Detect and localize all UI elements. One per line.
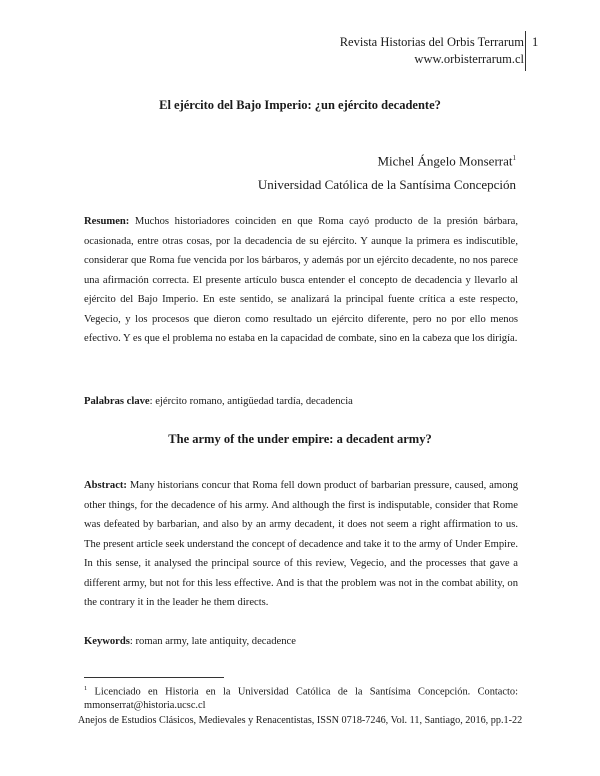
journal-name: Revista Historias del Orbis Terrarum xyxy=(339,35,524,49)
abstract-text-en: Many historians concur that Roma fell down product of barbarian pressure, caused, among other things, for the decadence of his army. And although the first is indisputable, consider that Rome was defeated by barbarian, and also by an army decadent, it does not seem a right affirmation to us. The present article seek understand the concept of decadence and take it to the army of Under Empire. In this sense, it analysed the principal source of this review, Vegecio, and the processes that gave a different army, but not for this less effective. And is that the problem was not in the combat ability, on the contrary it in the leader he them directs. xyxy=(84,480,519,608)
keywords-text-en: : roman army, late antiquity, decadence xyxy=(129,636,296,647)
footnote xyxy=(84,682,518,713)
english-title: The army of the under empire: a decadent army? xyxy=(168,432,432,446)
keywords-label-en: Keywords xyxy=(84,636,130,647)
keywords-text-es: : ejército romano, antigüedad tardía, decadencia xyxy=(149,396,353,407)
abstract-label-es: Resumen: xyxy=(84,216,130,227)
footnote-text: Licenciado en Historia en la Universidad Católica de la Santísima Concepción. Contacto: mmonserrat@historia.ucsc.cl xyxy=(84,686,518,712)
author-block xyxy=(258,146,516,197)
footnote-mark: 1 xyxy=(84,685,88,692)
spanish-keywords xyxy=(84,392,518,412)
author-name: Michel Ángelo Monserrat xyxy=(377,153,513,169)
keywords-label-es: Palabras clave xyxy=(84,396,150,407)
spanish-abstract xyxy=(84,212,518,349)
english-abstract xyxy=(84,476,518,613)
page-footer: Anejos de Estudios Clásicos, Medievales y Renacentistas, ISSN 0718-7246, Vol. 11, Santiago, 2016, pp.1-22 xyxy=(77,715,523,726)
author-line xyxy=(258,146,516,173)
abstract-label-en: Abstract: xyxy=(84,480,127,491)
english-keywords xyxy=(84,632,518,652)
running-header xyxy=(340,34,524,68)
page-number: 1 xyxy=(532,35,539,49)
author-affiliation: Universidad Católica de la Santísima Concepción xyxy=(257,177,516,193)
journal-url: www.orbisterrarum.cl xyxy=(414,52,524,66)
spanish-title: El ejército del Bajo Imperio: ¿un ejército decadente? xyxy=(159,98,441,112)
header-divider xyxy=(525,31,526,71)
author-footnote-mark: 1 xyxy=(512,154,516,162)
footnote-rule xyxy=(84,677,224,678)
abstract-text-es: Muchos historiadores coinciden en que Roma cayó producto de la presión bárbara, ocasionada, entre otras cosas, por la decadencia de su ejército. Y aunque la primera es indiscutible, considerar que Roma fue vencida por los bárbaros, y además por un ejército decadente, no nos parece una afirmación correcta. El presente artículo busca entender el concepto de decadencia y llevarlo al ejército del Bajo Imperio. En este sentido, se analizará la principal fuente crítica a este respecto, Vegecio, y los procesos que dieron como resultado un ejército diferente, pero no por ello menos efectivo. Y es que el problema no estaba en la capacidad de combate, sino en la cabeza que los dirigía. xyxy=(84,216,518,344)
